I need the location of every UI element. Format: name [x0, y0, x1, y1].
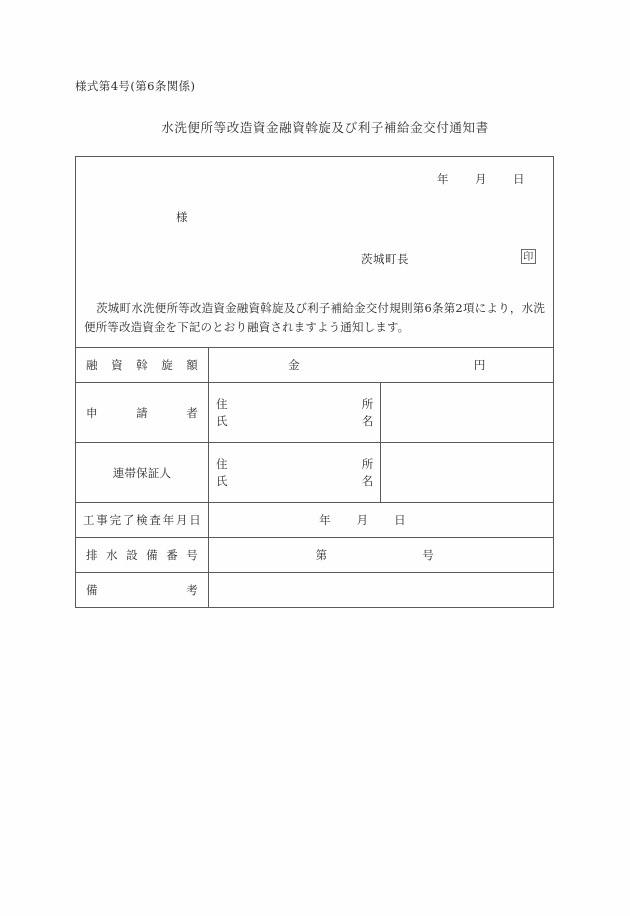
- remarks-label-cell: [76, 573, 209, 608]
- remarks-label: [76, 582, 208, 598]
- drainage-number-value-cell[interactable]: [209, 538, 554, 573]
- date-day-label: 日: [394, 513, 406, 527]
- label-char: 月: [175, 513, 188, 527]
- applicant-value-cell[interactable]: [381, 383, 553, 443]
- completion-date-marks: [319, 512, 406, 528]
- label-char: 備: [86, 583, 98, 597]
- table-row-remarks: [76, 573, 553, 608]
- completion-date-value-cell[interactable]: [209, 503, 554, 538]
- label-char: 請: [136, 405, 148, 420]
- issue-date-line: [76, 157, 553, 187]
- label-char: 設: [126, 548, 138, 562]
- form-number: 様式第4号(第6条関係): [75, 79, 196, 93]
- label-char: 工: [83, 513, 95, 527]
- guarantor-label: 連帯保証人: [112, 465, 172, 480]
- label-char: 額: [186, 358, 198, 372]
- label-char: 完: [109, 513, 122, 527]
- date-year-label: 年: [319, 513, 331, 527]
- form-header-region: [76, 157, 553, 347]
- issuer-name: 茨城町長: [361, 252, 409, 266]
- label-char: 斡: [136, 358, 148, 372]
- label-char: 住: [216, 396, 228, 411]
- table-row-completion-inspection-date: [76, 503, 553, 538]
- label-char: 住: [216, 456, 228, 471]
- label-char: 排: [86, 548, 98, 562]
- label-char: 検: [136, 513, 148, 527]
- body-paragraph-text: 茨城町水洗便所等改造資金融資斡旋及び利子補給金交付規則第6条第2項により，水洗便所等改造資金を下記のとおり融資されますよう通知します。: [84, 301, 545, 334]
- number-prefix: 第: [315, 548, 328, 562]
- completion-date-label: [76, 512, 208, 528]
- table-row-guarantor: [76, 443, 553, 503]
- label-char: 名: [361, 473, 374, 488]
- page-title: 水洗便所等改造資金融資斡旋及び利子補給金交付通知書: [161, 120, 489, 135]
- label-char: 水: [106, 548, 118, 562]
- guarantor-name-label: [209, 473, 380, 490]
- money-prefix: 金: [288, 358, 300, 372]
- drainage-number-label-cell: [76, 538, 209, 573]
- guarantor-address-label: [209, 456, 380, 473]
- drainage-number-label: [76, 547, 208, 563]
- guarantor-value-cell[interactable]: [381, 443, 553, 503]
- loan-amount-value-cell[interactable]: [209, 348, 554, 383]
- label-char: 申: [86, 405, 98, 420]
- addressee-line: [76, 187, 553, 225]
- label-char: 了: [122, 513, 135, 527]
- label-char: 年: [162, 513, 175, 527]
- date-day-label: 日: [513, 172, 525, 186]
- label-char: 資: [111, 358, 123, 372]
- date-month-label: 月: [356, 513, 369, 527]
- label-char: 日: [189, 513, 201, 527]
- applicant-label: [76, 405, 208, 421]
- money-suffix: 円: [473, 358, 486, 372]
- label-char: 所: [361, 396, 374, 411]
- label-char: 番: [166, 548, 178, 562]
- loan-amount-label: [76, 357, 208, 373]
- label-char: 融: [86, 358, 98, 372]
- table-row-applicant: [76, 383, 553, 443]
- applicant-label-cell: [76, 383, 209, 443]
- label-char: 氏: [216, 473, 228, 488]
- date-year-label: 年: [437, 172, 449, 186]
- applicant-sub-label-cell: [209, 383, 381, 443]
- form-table: [76, 347, 553, 607]
- table-row-drainage-number: [76, 538, 553, 573]
- body-paragraph: [76, 273, 553, 347]
- label-char: 名: [361, 413, 374, 428]
- label-char: 事: [96, 513, 108, 527]
- loan-amount-label-cell: [76, 348, 209, 383]
- date-month-label: 月: [475, 172, 487, 186]
- label-char: 考: [186, 583, 198, 597]
- guarantor-sub-label-cell: [209, 443, 381, 503]
- applicant-name-label: [209, 413, 380, 430]
- label-char: 備: [146, 548, 158, 562]
- seal-stamp-icon: 印: [521, 249, 536, 264]
- table-row-loan-amount: [76, 348, 553, 383]
- label-char: 号: [186, 548, 198, 562]
- label-char: 氏: [216, 413, 228, 428]
- completion-date-label-cell: [76, 503, 209, 538]
- label-char: 者: [186, 405, 198, 420]
- applicant-address-label: [209, 396, 380, 413]
- label-char: 旋: [161, 358, 173, 372]
- remarks-value-cell[interactable]: [209, 573, 554, 608]
- label-char: 所: [361, 456, 374, 471]
- guarantor-label-cell: [76, 443, 209, 503]
- number-suffix: 号: [422, 548, 434, 562]
- issuer-line: [76, 225, 553, 273]
- addressee-honorific: 様: [176, 210, 188, 224]
- form-outer-box: [75, 156, 554, 608]
- label-char: 査: [149, 513, 162, 527]
